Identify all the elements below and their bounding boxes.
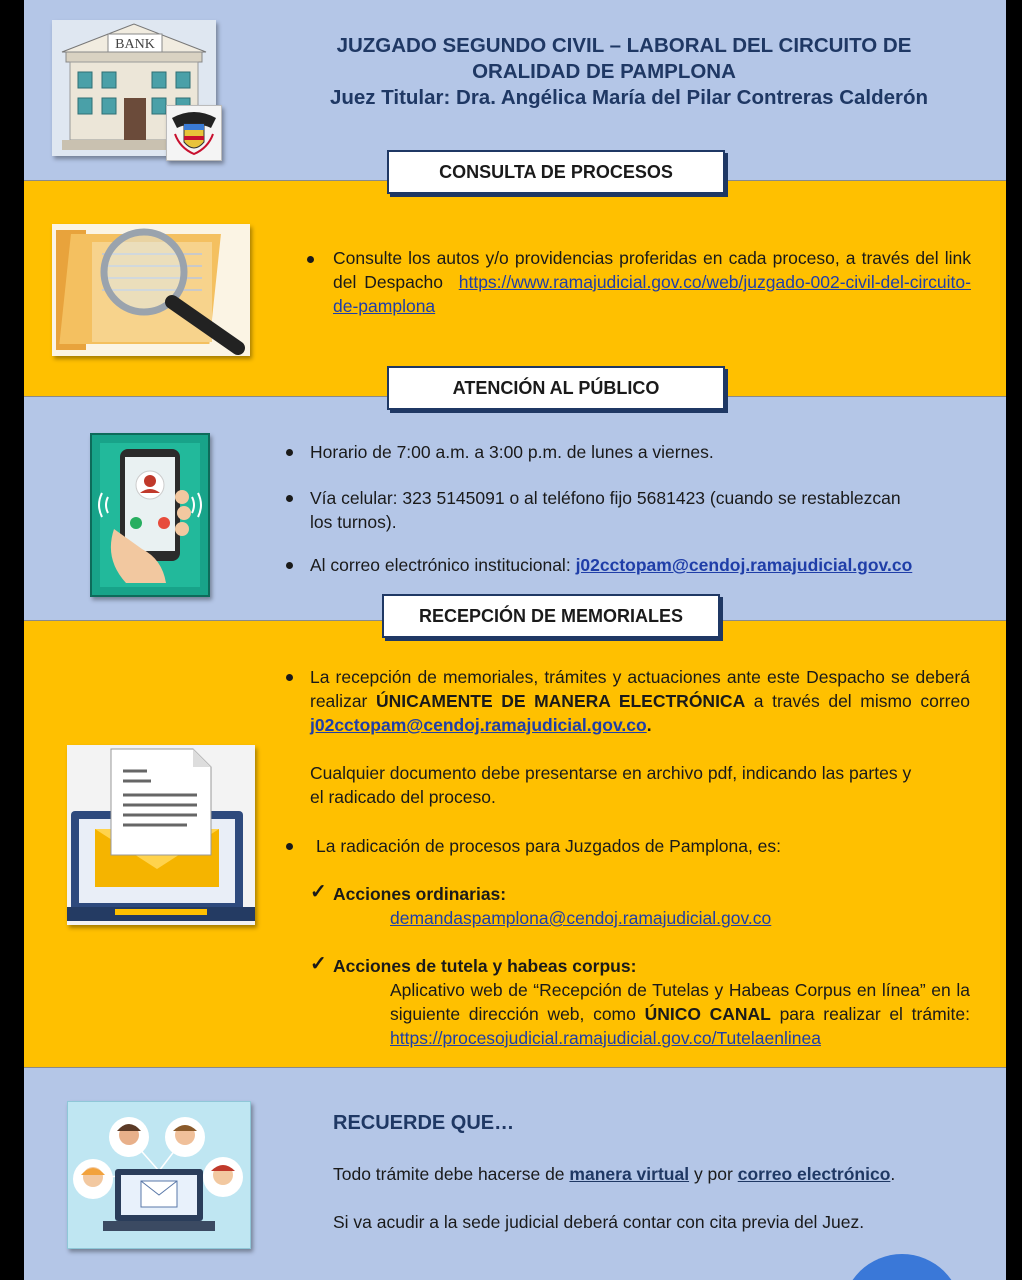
institutional-email-link[interactable]: j02cctopam@cendoj.ramajudicial.gov.co [575, 555, 913, 575]
recuerde-l1-pre: Todo trámite debe hacerse de [333, 1164, 565, 1184]
tutela-tramite-label: trámite: [911, 1004, 970, 1024]
recepcion-p2-line1: Cualquier documento debe presentarse en archivo pdf, indicando las partes y [310, 763, 912, 783]
tutela-line2-post: para realizar el [779, 1004, 903, 1024]
phone-call-image [90, 433, 210, 597]
consulta-title: CONSULTA DE PROCESOS [387, 150, 725, 194]
recepcion-bullet-2 [286, 843, 293, 850]
recepcion-p1-dot: . [646, 715, 652, 735]
bank-sign-text: BANK [115, 37, 155, 52]
demandas-email-link[interactable]: demandaspamplona@cendoj.ramajudicial.gov.co [390, 908, 772, 928]
recepcion-title: RECEPCIÓN DE MEMORIALES [382, 594, 720, 638]
correo-line [310, 553, 980, 577]
recepcion-p2 [310, 761, 980, 809]
recuerde-title: RECUERDE QUE… [333, 1112, 515, 1134]
recepcion-p1-post: a través del [753, 691, 852, 711]
tutela-en-linea-link[interactable]: https://procesojudicial.ramajudicial.gov.co/Tutelaenlinea [390, 1028, 821, 1048]
recuerde-line1 [333, 1162, 993, 1186]
tutela-unico-canal: ÚNICO CANAL [644, 1004, 771, 1024]
email-document-image [67, 745, 255, 925]
recepcion-p1-line1: La recepción de memoriales, trámites y actuaciones ante este Despacho se [310, 667, 910, 687]
header-line-1: JUZGADO SEGUNDO CIVIL – LABORAL DEL CIRCUITO DE [336, 34, 912, 57]
recuerde-manera-virtual: manera virtual [569, 1164, 690, 1184]
recepcion-p1 [310, 665, 970, 737]
corner-circle-decoration [842, 1254, 962, 1280]
recepcion-p2-line2: el radicado del proceso. [310, 787, 496, 807]
radicacion-text: La radicación de procesos para Juzgados de Pamplona, es: [316, 836, 782, 856]
header-judge-line: Juez Titular: Dra. Angélica María del Pilar Contreras Calderón [329, 86, 929, 109]
ordinarias-check-icon: ✓ [310, 881, 327, 903]
ordinarias-title: Acciones ordinarias: [333, 884, 507, 904]
page [24, 0, 1006, 1280]
despacho-link-part2[interactable]: civil-del-circuito-de-pamplona [333, 272, 971, 316]
atencion-bullet-2 [286, 495, 293, 502]
correo-label: Al correo electrónico institucional: [310, 555, 571, 575]
recepcion-p1-bold: ÚNICAMENTE DE MANERA ELECTRÓNICA [375, 691, 746, 711]
atencion-bullet-3 [286, 562, 293, 569]
recepcion-p1-pre: deberá realizar [310, 667, 970, 711]
consulta-description: Consulte los autos y/o providencias proferidas en cada proceso, a través del link del Despacho [333, 248, 971, 292]
atencion-title: ATENCIÓN AL PÚBLICO [387, 366, 725, 410]
recepcion-bullet-1 [286, 674, 293, 681]
horario-text: Horario de 7:00 a.m. a 3:00 p.m. de lunes a viernes. [310, 442, 714, 462]
tutela-line1: Aplicativo web de “Recepción de Tutelas y Habeas Corpus en línea” [390, 980, 926, 1000]
tutela-check-icon: ✓ [310, 953, 327, 975]
colombia-coat-of-arms-icon [166, 105, 222, 161]
atencion-bullet-1 [286, 449, 293, 456]
recuerde-l1-mid: y por [693, 1164, 733, 1184]
tutela-title: Acciones de tutela y habeas corpus: [333, 956, 637, 976]
telefono-text-line2: los turnos). [310, 512, 397, 532]
ordinarias-email-row [390, 906, 950, 930]
header-line-2: ORALIDAD DE PAMPLONA [472, 60, 736, 83]
recuerde-line2: Si va acudir a la sede judicial deberá contar con cita previa del Juez. [333, 1212, 865, 1232]
despacho-link-part1[interactable]: https://www.ramajudicial.gov.co/web/juzgado-002- [458, 272, 846, 292]
folder-magnifier-image [52, 224, 250, 356]
recuerde-correo-electronico: correo electrónico [737, 1164, 891, 1184]
tutela-line2-pre: en la siguiente dirección web, como [390, 980, 970, 1024]
recepcion-email-link[interactable]: j02cctopam@cendoj.ramajudicial.gov.co [310, 715, 647, 735]
recuerde-l1-end: . [890, 1164, 896, 1184]
consulta-bullet [307, 256, 314, 263]
telefono-text-line1: Vía celular: 323 5145091 o al teléfono fijo 5681423 (cuando se restablezcan [310, 488, 901, 508]
tutela-text [390, 978, 970, 1050]
consulta-text [333, 246, 971, 318]
recepcion-p1-mismo: mismo correo [860, 691, 970, 711]
virtual-meeting-image [67, 1101, 251, 1249]
